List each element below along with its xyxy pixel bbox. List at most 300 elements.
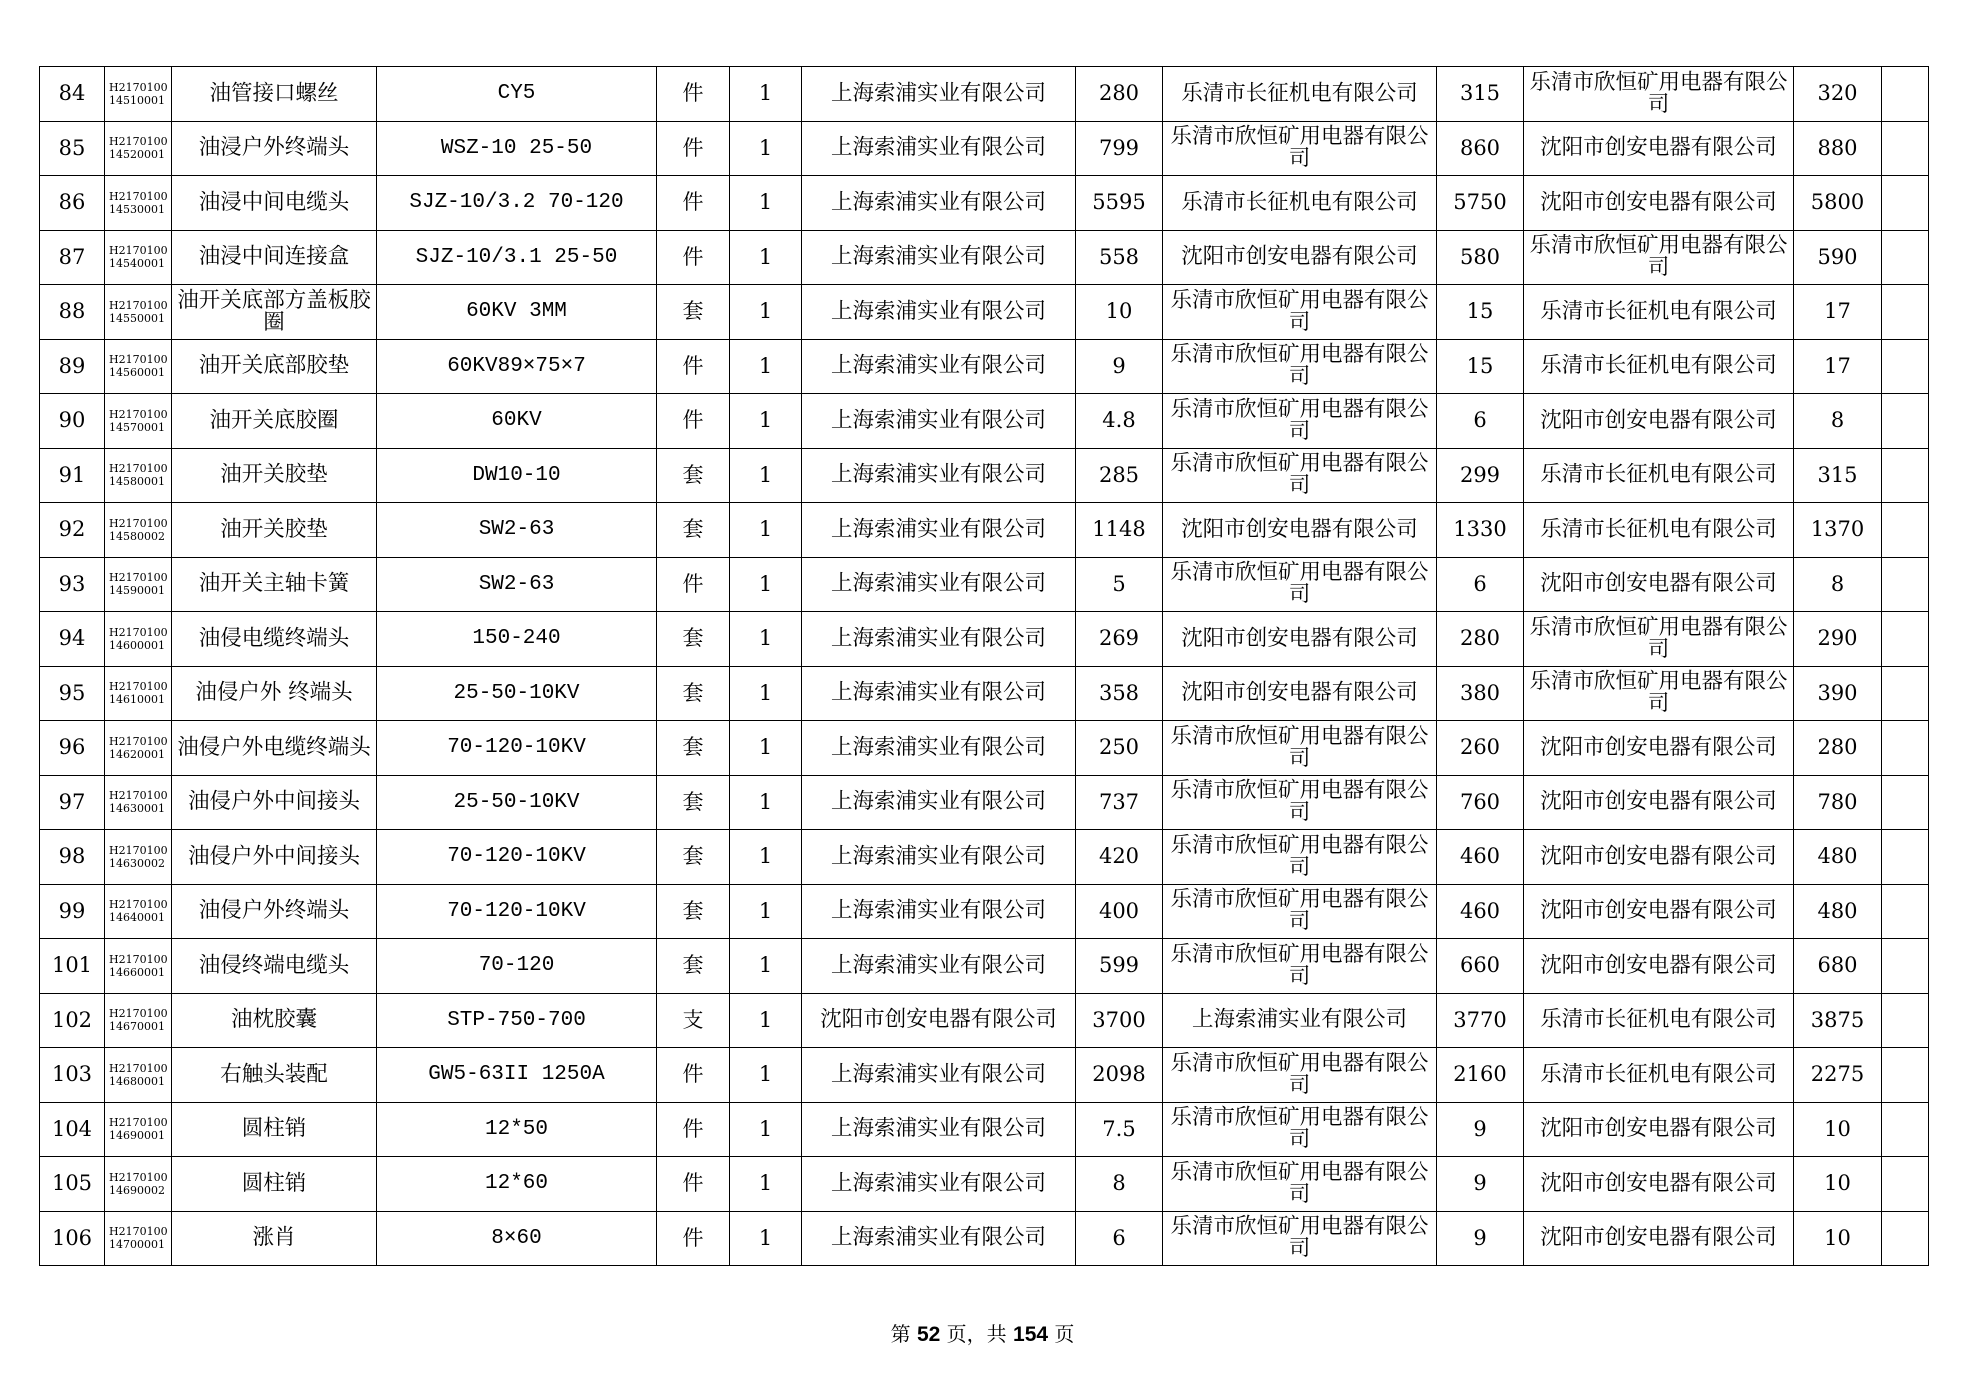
item-unit: 件 xyxy=(657,67,730,122)
price-3: 10 xyxy=(1794,1157,1882,1212)
table-row xyxy=(40,448,1929,503)
price-3: 590 xyxy=(1794,230,1882,285)
total-pages: 154 xyxy=(1013,1323,1049,1346)
supplier-1: 上海索浦实业有限公司 xyxy=(802,503,1076,558)
item-spec: SJZ-10/3.2 70-120 xyxy=(377,176,657,231)
supplier-2: 沈阳市创安电器有限公司 xyxy=(1163,230,1437,285)
supplier-3: 沈阳市创安电器有限公司 xyxy=(1524,830,1794,885)
price-1: 6 xyxy=(1076,1211,1163,1266)
price-1: 285 xyxy=(1076,448,1163,503)
item-name: 油浸户外终端头 xyxy=(172,121,377,176)
price-table xyxy=(39,66,1929,1266)
item-quantity: 1 xyxy=(730,339,802,394)
item-code: H2170100 14580002 xyxy=(105,503,172,558)
table-row xyxy=(40,1048,1929,1103)
table-row xyxy=(40,121,1929,176)
item-spec: 12*50 xyxy=(377,1102,657,1157)
row-number: 85 xyxy=(40,121,105,176)
price-1: 4.8 xyxy=(1076,394,1163,449)
row-number: 87 xyxy=(40,230,105,285)
item-quantity: 1 xyxy=(730,1157,802,1212)
remark xyxy=(1882,939,1929,994)
price-1: 558 xyxy=(1076,230,1163,285)
item-name: 油开关底胶圈 xyxy=(172,394,377,449)
item-unit: 套 xyxy=(657,721,730,776)
row-number: 102 xyxy=(40,993,105,1048)
item-spec: WSZ-10 25-50 xyxy=(377,121,657,176)
item-spec: 60KV 3MM xyxy=(377,285,657,340)
item-unit: 件 xyxy=(657,1048,730,1103)
supplier-1: 上海索浦实业有限公司 xyxy=(802,775,1076,830)
item-name: 油侵户外 终端头 xyxy=(172,666,377,721)
price-1: 3700 xyxy=(1076,993,1163,1048)
remark xyxy=(1882,67,1929,122)
remark xyxy=(1882,394,1929,449)
row-number: 99 xyxy=(40,884,105,939)
supplier-3: 沈阳市创安电器有限公司 xyxy=(1524,121,1794,176)
price-2: 9 xyxy=(1437,1211,1524,1266)
price-2: 6 xyxy=(1437,394,1524,449)
item-name: 油开关主轴卡簧 xyxy=(172,557,377,612)
supplier-3: 乐清市长征机电有限公司 xyxy=(1524,993,1794,1048)
price-3: 5800 xyxy=(1794,176,1882,231)
item-unit: 件 xyxy=(657,339,730,394)
item-quantity: 1 xyxy=(730,1048,802,1103)
price-1: 250 xyxy=(1076,721,1163,776)
price-3: 17 xyxy=(1794,285,1882,340)
price-1: 7.5 xyxy=(1076,1102,1163,1157)
price-3: 680 xyxy=(1794,939,1882,994)
supplier-2: 沈阳市创安电器有限公司 xyxy=(1163,666,1437,721)
price-3: 780 xyxy=(1794,775,1882,830)
supplier-2: 上海索浦实业有限公司 xyxy=(1163,993,1437,1048)
row-number: 88 xyxy=(40,285,105,340)
price-1: 420 xyxy=(1076,830,1163,885)
table-row xyxy=(40,993,1929,1048)
price-3: 880 xyxy=(1794,121,1882,176)
item-code: H2170100 14690002 xyxy=(105,1157,172,1212)
item-name: 右触头装配 xyxy=(172,1048,377,1103)
supplier-3: 乐清市长征机电有限公司 xyxy=(1524,339,1794,394)
price-2: 3770 xyxy=(1437,993,1524,1048)
item-code: H2170100 14520001 xyxy=(105,121,172,176)
supplier-1: 上海索浦实业有限公司 xyxy=(802,557,1076,612)
price-1: 280 xyxy=(1076,67,1163,122)
item-name: 圆柱销 xyxy=(172,1102,377,1157)
supplier-3: 乐清市欣恒矿用电器有限公司 xyxy=(1524,612,1794,667)
supplier-2: 乐清市欣恒矿用电器有限公司 xyxy=(1163,394,1437,449)
item-name: 油侵户外中间接头 xyxy=(172,830,377,885)
item-unit: 支 xyxy=(657,993,730,1048)
item-spec: 70-120-10KV xyxy=(377,830,657,885)
item-spec: 60KV89×75×7 xyxy=(377,339,657,394)
row-number: 104 xyxy=(40,1102,105,1157)
item-unit: 套 xyxy=(657,285,730,340)
item-quantity: 1 xyxy=(730,557,802,612)
item-code: H2170100 14530001 xyxy=(105,176,172,231)
item-code: H2170100 14620001 xyxy=(105,721,172,776)
price-3: 390 xyxy=(1794,666,1882,721)
item-unit: 套 xyxy=(657,830,730,885)
supplier-1: 上海索浦实业有限公司 xyxy=(802,448,1076,503)
item-name: 油侵终端电缆头 xyxy=(172,939,377,994)
item-quantity: 1 xyxy=(730,666,802,721)
row-number: 106 xyxy=(40,1211,105,1266)
supplier-2: 乐清市欣恒矿用电器有限公司 xyxy=(1163,557,1437,612)
price-2: 280 xyxy=(1437,612,1524,667)
supplier-2: 沈阳市创安电器有限公司 xyxy=(1163,503,1437,558)
supplier-3: 乐清市长征机电有限公司 xyxy=(1524,285,1794,340)
item-spec: STP-750-700 xyxy=(377,993,657,1048)
price-2: 760 xyxy=(1437,775,1524,830)
item-unit: 套 xyxy=(657,448,730,503)
price-2: 9 xyxy=(1437,1157,1524,1212)
table-row xyxy=(40,1102,1929,1157)
item-quantity: 1 xyxy=(730,394,802,449)
item-quantity: 1 xyxy=(730,993,802,1048)
supplier-2: 乐清市欣恒矿用电器有限公司 xyxy=(1163,939,1437,994)
row-number: 90 xyxy=(40,394,105,449)
remark xyxy=(1882,993,1929,1048)
item-spec: 25-50-10KV xyxy=(377,775,657,830)
supplier-2: 乐清市欣恒矿用电器有限公司 xyxy=(1163,1211,1437,1266)
item-code: H2170100 14600001 xyxy=(105,612,172,667)
item-unit: 件 xyxy=(657,394,730,449)
item-code: H2170100 14570001 xyxy=(105,394,172,449)
table-row xyxy=(40,230,1929,285)
item-code: H2170100 14700001 xyxy=(105,1211,172,1266)
item-code: H2170100 14510001 xyxy=(105,67,172,122)
supplier-3: 乐清市长征机电有限公司 xyxy=(1524,448,1794,503)
item-code: H2170100 14590001 xyxy=(105,557,172,612)
supplier-2: 乐清市欣恒矿用电器有限公司 xyxy=(1163,1102,1437,1157)
item-unit: 件 xyxy=(657,1211,730,1266)
price-2: 380 xyxy=(1437,666,1524,721)
supplier-1: 上海索浦实业有限公司 xyxy=(802,1211,1076,1266)
supplier-3: 沈阳市创安电器有限公司 xyxy=(1524,884,1794,939)
item-unit: 件 xyxy=(657,176,730,231)
supplier-1: 上海索浦实业有限公司 xyxy=(802,1048,1076,1103)
supplier-1: 上海索浦实业有限公司 xyxy=(802,1102,1076,1157)
item-name: 油浸中间电缆头 xyxy=(172,176,377,231)
item-spec: SW2-63 xyxy=(377,557,657,612)
price-2: 5750 xyxy=(1437,176,1524,231)
supplier-3: 沈阳市创安电器有限公司 xyxy=(1524,394,1794,449)
item-quantity: 1 xyxy=(730,830,802,885)
item-quantity: 1 xyxy=(730,612,802,667)
remark xyxy=(1882,1048,1929,1103)
price-2: 660 xyxy=(1437,939,1524,994)
item-unit: 件 xyxy=(657,121,730,176)
row-number: 96 xyxy=(40,721,105,776)
remark xyxy=(1882,285,1929,340)
supplier-1: 上海索浦实业有限公司 xyxy=(802,285,1076,340)
item-quantity: 1 xyxy=(730,285,802,340)
table-row xyxy=(40,939,1929,994)
remark xyxy=(1882,775,1929,830)
price-1: 5595 xyxy=(1076,176,1163,231)
supplier-3: 乐清市欣恒矿用电器有限公司 xyxy=(1524,67,1794,122)
item-quantity: 1 xyxy=(730,1102,802,1157)
item-name: 油浸中间连接盒 xyxy=(172,230,377,285)
supplier-3: 沈阳市创安电器有限公司 xyxy=(1524,1102,1794,1157)
row-number: 97 xyxy=(40,775,105,830)
price-1: 400 xyxy=(1076,884,1163,939)
supplier-2: 乐清市欣恒矿用电器有限公司 xyxy=(1163,121,1437,176)
supplier-2: 乐清市长征机电有限公司 xyxy=(1163,67,1437,122)
table-row xyxy=(40,176,1929,231)
supplier-3: 沈阳市创安电器有限公司 xyxy=(1524,1211,1794,1266)
row-number: 84 xyxy=(40,67,105,122)
supplier-1: 上海索浦实业有限公司 xyxy=(802,176,1076,231)
item-quantity: 1 xyxy=(730,775,802,830)
supplier-3: 沈阳市创安电器有限公司 xyxy=(1524,557,1794,612)
item-spec: SJZ-10/3.1 25-50 xyxy=(377,230,657,285)
supplier-2: 乐清市欣恒矿用电器有限公司 xyxy=(1163,775,1437,830)
price-1: 737 xyxy=(1076,775,1163,830)
item-code: H2170100 14630002 xyxy=(105,830,172,885)
remark xyxy=(1882,830,1929,885)
supplier-2: 乐清市欣恒矿用电器有限公司 xyxy=(1163,339,1437,394)
price-3: 2275 xyxy=(1794,1048,1882,1103)
item-code: H2170100 14680001 xyxy=(105,1048,172,1103)
item-code: H2170100 14580001 xyxy=(105,448,172,503)
remark xyxy=(1882,176,1929,231)
price-2: 260 xyxy=(1437,721,1524,776)
item-spec: CY5 xyxy=(377,67,657,122)
item-code: H2170100 14670001 xyxy=(105,993,172,1048)
supplier-3: 沈阳市创安电器有限公司 xyxy=(1524,176,1794,231)
remark xyxy=(1882,121,1929,176)
remark xyxy=(1882,884,1929,939)
item-code: H2170100 14550001 xyxy=(105,285,172,340)
row-number: 86 xyxy=(40,176,105,231)
item-code: H2170100 14610001 xyxy=(105,666,172,721)
item-unit: 套 xyxy=(657,775,730,830)
table-row xyxy=(40,775,1929,830)
item-unit: 套 xyxy=(657,503,730,558)
supplier-1: 上海索浦实业有限公司 xyxy=(802,339,1076,394)
item-code: H2170100 14630001 xyxy=(105,775,172,830)
price-2: 299 xyxy=(1437,448,1524,503)
supplier-1: 沈阳市创安电器有限公司 xyxy=(802,993,1076,1048)
supplier-3: 乐清市欣恒矿用电器有限公司 xyxy=(1524,666,1794,721)
item-spec: 60KV xyxy=(377,394,657,449)
table-row xyxy=(40,394,1929,449)
price-2: 580 xyxy=(1437,230,1524,285)
price-3: 8 xyxy=(1794,557,1882,612)
price-1: 269 xyxy=(1076,612,1163,667)
item-spec: 12*60 xyxy=(377,1157,657,1212)
supplier-3: 乐清市长征机电有限公司 xyxy=(1524,503,1794,558)
footer-suffix: 页 xyxy=(1048,1322,1075,1346)
price-2: 9 xyxy=(1437,1102,1524,1157)
remark xyxy=(1882,339,1929,394)
price-3: 315 xyxy=(1794,448,1882,503)
row-number: 91 xyxy=(40,448,105,503)
supplier-1: 上海索浦实业有限公司 xyxy=(802,666,1076,721)
price-3: 320 xyxy=(1794,67,1882,122)
item-quantity: 1 xyxy=(730,721,802,776)
row-number: 95 xyxy=(40,666,105,721)
remark xyxy=(1882,1157,1929,1212)
price-1: 799 xyxy=(1076,121,1163,176)
supplier-1: 上海索浦实业有限公司 xyxy=(802,1157,1076,1212)
item-spec: SW2-63 xyxy=(377,503,657,558)
table-body xyxy=(40,67,1929,1266)
remark xyxy=(1882,230,1929,285)
supplier-2: 乐清市长征机电有限公司 xyxy=(1163,176,1437,231)
supplier-3: 沈阳市创安电器有限公司 xyxy=(1524,939,1794,994)
supplier-3: 乐清市长征机电有限公司 xyxy=(1524,1048,1794,1103)
price-2: 6 xyxy=(1437,557,1524,612)
price-2: 460 xyxy=(1437,884,1524,939)
item-quantity: 1 xyxy=(730,448,802,503)
table-row xyxy=(40,67,1929,122)
item-spec: 70-120 xyxy=(377,939,657,994)
remark xyxy=(1882,503,1929,558)
item-name: 油侵户外中间接头 xyxy=(172,775,377,830)
supplier-2: 乐清市欣恒矿用电器有限公司 xyxy=(1163,285,1437,340)
remark xyxy=(1882,721,1929,776)
item-quantity: 1 xyxy=(730,1211,802,1266)
supplier-3: 乐清市欣恒矿用电器有限公司 xyxy=(1524,230,1794,285)
item-quantity: 1 xyxy=(730,939,802,994)
item-code: H2170100 14540001 xyxy=(105,230,172,285)
supplier-2: 乐清市欣恒矿用电器有限公司 xyxy=(1163,1157,1437,1212)
remark xyxy=(1882,557,1929,612)
item-name: 圆柱销 xyxy=(172,1157,377,1212)
remark xyxy=(1882,1102,1929,1157)
item-unit: 件 xyxy=(657,230,730,285)
page-number: 52 xyxy=(916,1323,941,1346)
remark xyxy=(1882,666,1929,721)
supplier-1: 上海索浦实业有限公司 xyxy=(802,394,1076,449)
table-row xyxy=(40,1211,1929,1266)
row-number: 94 xyxy=(40,612,105,667)
item-quantity: 1 xyxy=(730,503,802,558)
supplier-2: 乐清市欣恒矿用电器有限公司 xyxy=(1163,1048,1437,1103)
supplier-3: 沈阳市创安电器有限公司 xyxy=(1524,775,1794,830)
item-unit: 套 xyxy=(657,612,730,667)
row-number: 92 xyxy=(40,503,105,558)
price-3: 290 xyxy=(1794,612,1882,667)
item-spec: DW10-10 xyxy=(377,448,657,503)
price-3: 1370 xyxy=(1794,503,1882,558)
item-spec: 8×60 xyxy=(377,1211,657,1266)
price-2: 1330 xyxy=(1437,503,1524,558)
table-row xyxy=(40,1157,1929,1212)
supplier-2: 乐清市欣恒矿用电器有限公司 xyxy=(1163,830,1437,885)
item-unit: 套 xyxy=(657,666,730,721)
table-row xyxy=(40,666,1929,721)
supplier-2: 沈阳市创安电器有限公司 xyxy=(1163,612,1437,667)
table-row xyxy=(40,339,1929,394)
table-row xyxy=(40,830,1929,885)
item-name: 油枕胶囊 xyxy=(172,993,377,1048)
row-number: 89 xyxy=(40,339,105,394)
item-unit: 件 xyxy=(657,1102,730,1157)
item-unit: 件 xyxy=(657,557,730,612)
remark xyxy=(1882,1211,1929,1266)
table-row xyxy=(40,612,1929,667)
footer-prefix: 第 xyxy=(890,1322,917,1346)
item-spec: 25-50-10KV xyxy=(377,666,657,721)
supplier-2: 乐清市欣恒矿用电器有限公司 xyxy=(1163,884,1437,939)
item-code: H2170100 14660001 xyxy=(105,939,172,994)
price-3: 480 xyxy=(1794,830,1882,885)
price-3: 8 xyxy=(1794,394,1882,449)
row-number: 93 xyxy=(40,557,105,612)
item-name: 油侵电缆终端头 xyxy=(172,612,377,667)
item-unit: 套 xyxy=(657,939,730,994)
table-row xyxy=(40,884,1929,939)
table-row xyxy=(40,503,1929,558)
item-code: H2170100 14640001 xyxy=(105,884,172,939)
page-footer xyxy=(0,1318,1965,1347)
price-2: 15 xyxy=(1437,339,1524,394)
table-row xyxy=(40,721,1929,776)
supplier-1: 上海索浦实业有限公司 xyxy=(802,884,1076,939)
price-2: 2160 xyxy=(1437,1048,1524,1103)
item-quantity: 1 xyxy=(730,121,802,176)
supplier-3: 沈阳市创安电器有限公司 xyxy=(1524,721,1794,776)
price-3: 10 xyxy=(1794,1211,1882,1266)
price-3: 280 xyxy=(1794,721,1882,776)
row-number: 103 xyxy=(40,1048,105,1103)
item-unit: 套 xyxy=(657,884,730,939)
price-1: 8 xyxy=(1076,1157,1163,1212)
item-name: 油开关胶垫 xyxy=(172,448,377,503)
item-quantity: 1 xyxy=(730,176,802,231)
item-name: 油管接口螺丝 xyxy=(172,67,377,122)
item-name: 油开关底部方盖板胶圈 xyxy=(172,285,377,340)
supplier-3: 沈阳市创安电器有限公司 xyxy=(1524,1157,1794,1212)
price-1: 10 xyxy=(1076,285,1163,340)
table-row xyxy=(40,285,1929,340)
price-2: 15 xyxy=(1437,285,1524,340)
item-spec: 70-120-10KV xyxy=(377,884,657,939)
price-1: 358 xyxy=(1076,666,1163,721)
item-name: 油侵户外电缆终端头 xyxy=(172,721,377,776)
price-1: 1148 xyxy=(1076,503,1163,558)
supplier-1: 上海索浦实业有限公司 xyxy=(802,721,1076,776)
item-quantity: 1 xyxy=(730,884,802,939)
supplier-1: 上海索浦实业有限公司 xyxy=(802,230,1076,285)
supplier-1: 上海索浦实业有限公司 xyxy=(802,612,1076,667)
item-quantity: 1 xyxy=(730,67,802,122)
row-number: 98 xyxy=(40,830,105,885)
price-3: 3875 xyxy=(1794,993,1882,1048)
item-code: H2170100 14690001 xyxy=(105,1102,172,1157)
footer-middle: 页，共 xyxy=(940,1322,1014,1346)
item-name: 油开关胶垫 xyxy=(172,503,377,558)
item-spec: 70-120-10KV xyxy=(377,721,657,776)
supplier-1: 上海索浦实业有限公司 xyxy=(802,121,1076,176)
item-unit: 件 xyxy=(657,1157,730,1212)
price-2: 315 xyxy=(1437,67,1524,122)
row-number: 105 xyxy=(40,1157,105,1212)
item-spec: GW5-63II 1250A xyxy=(377,1048,657,1103)
price-2: 860 xyxy=(1437,121,1524,176)
item-quantity: 1 xyxy=(730,230,802,285)
supplier-2: 乐清市欣恒矿用电器有限公司 xyxy=(1163,448,1437,503)
price-1: 5 xyxy=(1076,557,1163,612)
remark xyxy=(1882,448,1929,503)
table-row xyxy=(40,557,1929,612)
supplier-1: 上海索浦实业有限公司 xyxy=(802,67,1076,122)
item-name: 油侵户外终端头 xyxy=(172,884,377,939)
